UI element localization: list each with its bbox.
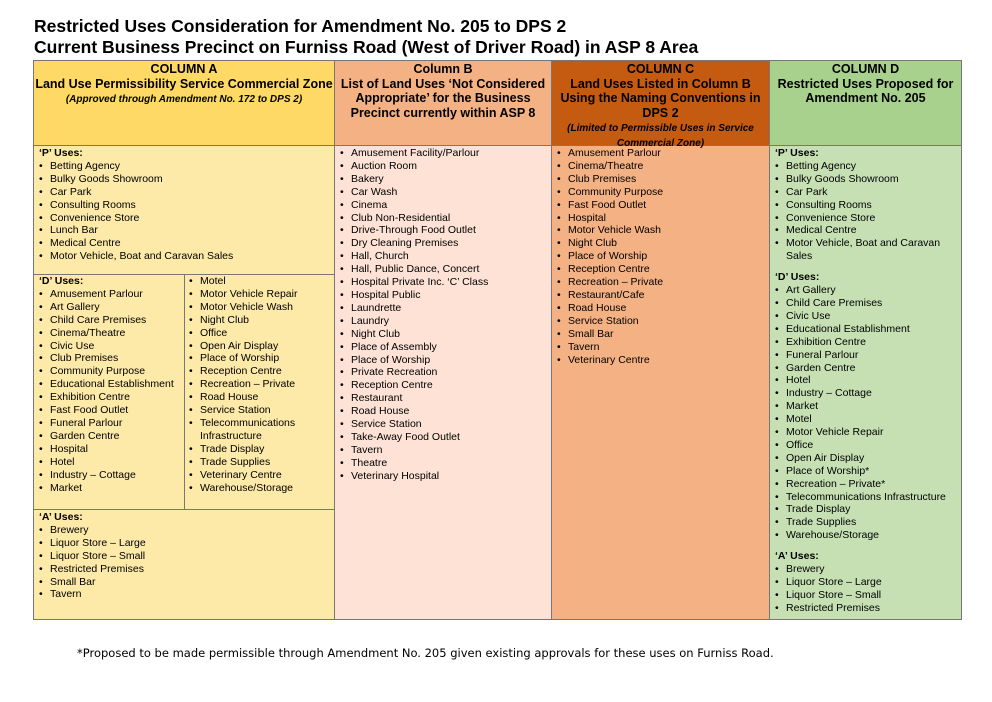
list-item: • Liquor Store – Small: [775, 589, 957, 602]
list-item: • Cinema/Theatre: [557, 160, 765, 173]
list-item: • Recreation – Private: [189, 378, 331, 391]
column-d-uses: [770, 146, 961, 615]
list-item: • Industry – Cottage: [39, 469, 180, 482]
list-item: • Place of Assembly: [340, 341, 547, 354]
list-item: • Hall, Public Dance, Concert: [340, 263, 547, 276]
column-d-p-list: [775, 160, 957, 263]
list-item: • Place of Worship: [340, 354, 547, 367]
list-item: • Child Care Premises: [775, 297, 957, 310]
list-item: • Motor Vehicle Repair: [775, 426, 957, 439]
list-item: • Cinema/Theatre: [39, 327, 180, 340]
list-item: • Amusement Parlour: [39, 288, 180, 301]
list-item: • Hall, Church: [340, 250, 547, 263]
list-item: • Dry Cleaning Premises: [340, 237, 547, 250]
list-item: • Place of Worship*: [775, 465, 957, 478]
column-b-heading: Column B: [413, 62, 473, 76]
column-a-d-title: ‘D’ Uses:: [39, 275, 84, 287]
list-item: • Office: [189, 327, 331, 340]
column-a-note: (Approved through Amendment No. 172 to DPS 2): [65, 94, 303, 105]
list-item: • Trade Display: [189, 443, 331, 456]
list-item: • Convenience Store: [39, 212, 331, 225]
list-item: • Open Air Display: [775, 452, 957, 465]
list-item: • Fast Food Outlet: [557, 199, 765, 212]
column-b-subheading: List of Land Uses ‘Not Considered Appropriate’ for the Business Precinct currently within ASP 8: [340, 76, 546, 120]
column-c-header: [552, 61, 769, 149]
list-item: • Garden Centre: [39, 430, 180, 443]
column-d-subheading: Restricted Uses Proposed for Amendment No. 205: [777, 76, 954, 105]
list-item: • Fast Food Outlet: [39, 404, 180, 417]
list-item: • Bulky Goods Showroom: [775, 173, 957, 186]
list-item: • Drive-Through Food Outlet: [340, 224, 547, 237]
list-item: • Consulting Rooms: [775, 199, 957, 212]
list-item: • Hotel: [775, 374, 957, 387]
document-title: [34, 16, 974, 58]
list-item: • Cinema: [340, 199, 547, 212]
column-a-d-uses-left: [34, 274, 184, 494]
column-a-p-title: ‘P’ Uses:: [39, 147, 83, 159]
list-item: • Art Gallery: [39, 301, 180, 314]
list-item: • Night Club: [340, 328, 547, 341]
column-c-list: [557, 147, 765, 366]
column-c: [552, 61, 770, 619]
list-item: • Telecommunications Infrastructure: [775, 491, 957, 504]
column-c-note: (Limited to Permissible Uses in Service Commercial Zone): [567, 123, 754, 149]
list-item: • Restaurant/Cafe: [557, 289, 765, 302]
list-item: • Car Wash: [340, 186, 547, 199]
list-item: • Motel: [189, 275, 331, 288]
column-c-subheading: Land Uses Listed in Column B Using the Naming Conventions in DPS 2: [560, 76, 761, 120]
list-item: • Veterinary Centre: [557, 354, 765, 367]
land-use-table: [33, 60, 962, 620]
list-item: • Lunch Bar: [39, 224, 331, 237]
list-item: • Market: [39, 482, 180, 495]
list-item: • Theatre: [340, 457, 547, 470]
list-item: • Warehouse/Storage: [189, 482, 331, 495]
column-a-header: [34, 61, 334, 146]
list-item: • Place of Worship: [189, 352, 331, 365]
list-item: • Bakery: [340, 173, 547, 186]
footnote: *Proposed to be made permissible through Amendment No. 205 given existing approvals for these uses on Furniss Road.: [77, 646, 774, 660]
list-item: • Betting Agency: [775, 160, 957, 173]
list-item: • Hospital: [39, 443, 180, 456]
column-d-a-title: ‘A’ Uses:: [775, 550, 819, 563]
list-item: • Open Air Display: [189, 340, 331, 353]
list-item: • Exhibition Centre: [39, 391, 180, 404]
list-item: • Office: [775, 439, 957, 452]
list-item: • Motor Vehicle, Boat and Caravan Sales: [39, 250, 331, 263]
list-item: • Veterinary Centre: [189, 469, 331, 482]
column-d-d-title: ‘D’ Uses:: [775, 271, 820, 284]
list-item: • Reception Centre: [557, 263, 765, 276]
list-item: • Motor Vehicle Wash: [557, 224, 765, 237]
list-item: • Club Non-Residential: [340, 212, 547, 225]
column-d-heading: COLUMN D: [831, 62, 900, 76]
list-item: • Convenience Store: [775, 212, 957, 225]
column-a-p-uses: [34, 146, 335, 263]
list-item: • Restricted Premises: [39, 563, 331, 576]
list-item: • Motel: [775, 413, 957, 426]
title-line-1: Restricted Uses Consideration for Amendment No. 205 to DPS 2: [34, 16, 567, 36]
list-item: • Brewery: [39, 524, 331, 537]
list-item: • Hospital Public: [340, 289, 547, 302]
list-item: • Market: [775, 400, 957, 413]
column-c-uses: [552, 146, 769, 366]
list-item: • Night Club: [189, 314, 331, 327]
column-c-body: [552, 146, 769, 619]
list-item: • Laundrette: [340, 302, 547, 315]
list-item: • Night Club: [557, 237, 765, 250]
list-item: • Reception Centre: [340, 379, 547, 392]
list-item: • Liquor Store – Large: [775, 576, 957, 589]
column-b-body: [335, 146, 551, 619]
list-item: • Road House: [557, 302, 765, 315]
list-item: • Restricted Premises: [775, 602, 957, 615]
list-item: • Tavern: [557, 341, 765, 354]
list-item: • Educational Establishment: [775, 323, 957, 336]
list-item: • Road House: [189, 391, 331, 404]
list-item: • Auction Room: [340, 160, 547, 173]
list-item: • Hospital Private Inc. ‘C’ Class: [340, 276, 547, 289]
column-a-d-list-right: [189, 275, 331, 494]
list-item: • Motor Vehicle Wash: [189, 301, 331, 314]
column-a-p-list: [39, 160, 331, 263]
list-item: • Tavern: [340, 444, 547, 457]
column-a-a-list: [39, 524, 331, 601]
list-item: • Amusement Facility/Parlour: [340, 147, 547, 160]
list-item: • Place of Worship: [557, 250, 765, 263]
column-d: [770, 61, 961, 619]
column-a-d-uses-right: [184, 274, 335, 494]
list-item: • Medical Centre: [39, 237, 331, 250]
list-item: • Civic Use: [775, 310, 957, 323]
list-item: • Trade Supplies: [775, 516, 957, 529]
list-item: • Small Bar: [39, 576, 331, 589]
list-item: • Amusement Parlour: [557, 147, 765, 160]
column-a-subheading: Land Use Permissibility Service Commercial Zone: [35, 76, 333, 91]
column-b: [335, 61, 552, 619]
column-b-header: [335, 61, 551, 146]
column-a-a-title: ‘A’ Uses:: [39, 511, 83, 523]
list-item: • Warehouse/Storage: [775, 529, 957, 542]
list-item: • Civic Use: [39, 340, 180, 353]
column-a-a-uses: [34, 510, 335, 601]
list-item: • Consulting Rooms: [39, 199, 331, 212]
list-item: • Road House: [340, 405, 547, 418]
column-d-body: [770, 146, 961, 619]
list-item: • Service Station: [189, 404, 331, 417]
list-item: • Medical Centre: [775, 224, 957, 237]
list-item: • Community Purpose: [557, 186, 765, 199]
list-item: • Educational Establishment: [39, 378, 180, 391]
list-item: • Tavern: [39, 588, 331, 601]
list-item: • Liquor Store – Large: [39, 537, 331, 550]
list-item: • Brewery: [775, 563, 957, 576]
list-item: • Trade Supplies: [189, 456, 331, 469]
column-b-list: [340, 147, 547, 483]
list-item: • Liquor Store – Small: [39, 550, 331, 563]
list-item: • Garden Centre: [775, 362, 957, 375]
list-item: • Car Park: [39, 186, 331, 199]
list-item: • Art Gallery: [775, 284, 957, 297]
list-item: • Industry – Cottage: [775, 387, 957, 400]
list-item: • Funeral Parlour: [39, 417, 180, 430]
column-d-a-list: [775, 563, 957, 615]
list-item: • Car Park: [775, 186, 957, 199]
list-item: • Laundry: [340, 315, 547, 328]
list-item: • Exhibition Centre: [775, 336, 957, 349]
list-item: • Betting Agency: [39, 160, 331, 173]
list-item: • Club Premises: [557, 173, 765, 186]
column-a-heading: COLUMN A: [150, 62, 218, 76]
list-item: • Hotel: [39, 456, 180, 469]
list-item: • Small Bar: [557, 328, 765, 341]
list-item: • Bulky Goods Showroom: [39, 173, 331, 186]
list-item: • Service Station: [557, 315, 765, 328]
column-d-header: [770, 61, 961, 146]
column-c-heading: COLUMN C: [626, 62, 695, 76]
column-a-d-list-left: [39, 288, 180, 495]
list-item: • Recreation – Private*: [775, 478, 957, 491]
list-item: • Recreation – Private: [557, 276, 765, 289]
column-a-body: [34, 146, 334, 619]
title-line-2: Current Business Precinct on Furniss Road (West of Driver Road) in ASP 8 Area: [34, 37, 699, 57]
list-item: • Veterinary Hospital: [340, 470, 547, 483]
list-item: • Reception Centre: [189, 365, 331, 378]
list-item: • Hospital: [557, 212, 765, 225]
list-item: • Service Station: [340, 418, 547, 431]
list-item: • Funeral Parlour: [775, 349, 957, 362]
list-item: • Motor Vehicle, Boat and Caravan Sales: [775, 237, 957, 263]
list-item: • Trade Display: [775, 503, 957, 516]
list-item: • Take-Away Food Outlet: [340, 431, 547, 444]
list-item: • Private Recreation: [340, 366, 547, 379]
list-item: • Telecommunications Infrastructure: [189, 417, 331, 443]
column-a: [34, 61, 335, 619]
column-d-p-title: ‘P’ Uses:: [775, 147, 819, 159]
column-d-d-list: [775, 284, 957, 542]
list-item: • Community Purpose: [39, 365, 180, 378]
list-item: • Club Premises: [39, 352, 180, 365]
list-item: • Restaurant: [340, 392, 547, 405]
list-item: • Motor Vehicle Repair: [189, 288, 331, 301]
column-b-uses: [335, 146, 551, 483]
list-item: • Child Care Premises: [39, 314, 180, 327]
